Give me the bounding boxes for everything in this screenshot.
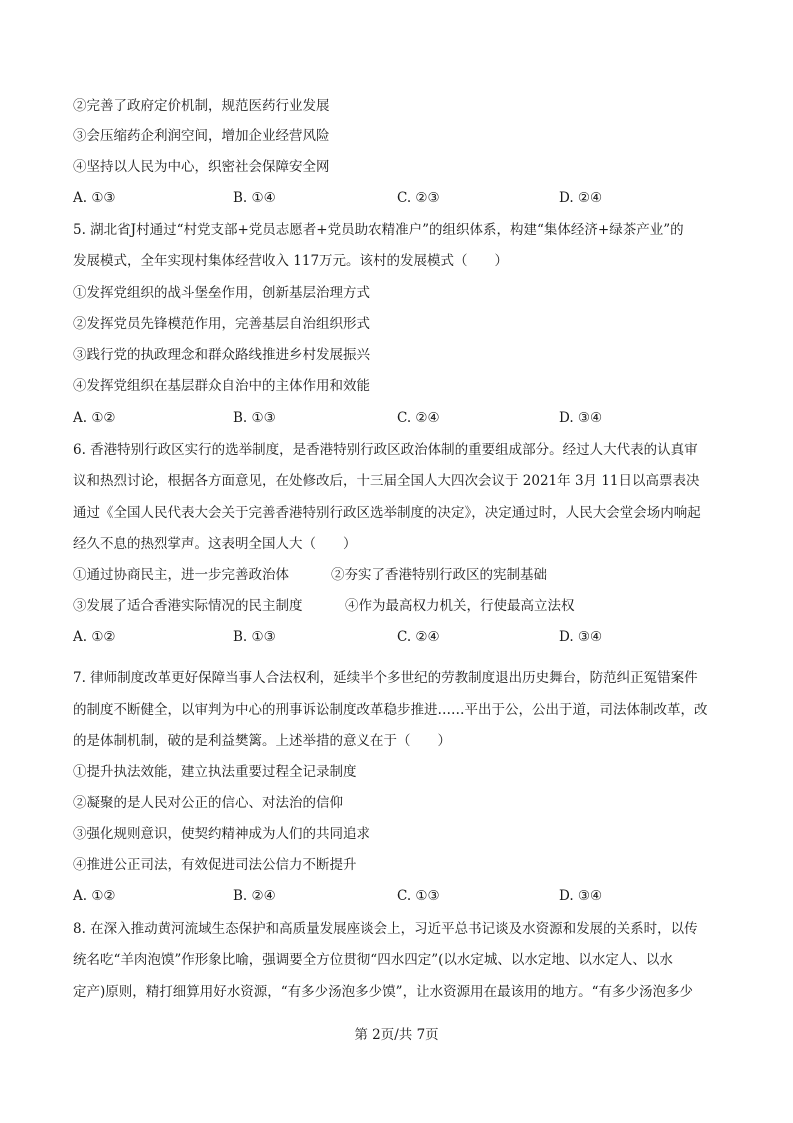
q6-stem-line-3: 通过《全国人民代表大会关于完善香港特别行政区选举制度的决定》，决定通过时，人民大会堂会场内响起 [73,505,701,521]
q7-stem-line-2: 的制度不断健全，以审判为中心的刑事诉讼制度改革稳步推进……平出于公，公出于道，司法体制改革，改 [73,702,708,718]
q6-stem-line-1: 6. 香港特别行政区实行的选举制度，是香港特别行政区政治体制的重要组成部分。经过人大代表的认真审 [73,442,698,458]
q6-statements-row-1 [73,565,547,585]
option-c[interactable]: C. ②④ [397,410,440,426]
q6-statement-4: ④作为最高权力机关，行使最高立法权 [345,598,575,614]
option-a[interactable]: A. ①② [73,888,116,904]
q5-stem-line-2: 发展模式，全年实现村集体经营收入 117万元。该村的发展模式（ ） [73,253,509,269]
q7-stem-line-1: 7. 律师制度改革更好保障当事人合法权利，延续半个多世纪的劳教制度退出历史舞台，防范纠正冤错案件 [73,670,698,686]
q6-statements-row-2 [73,596,575,616]
q5-statement-3: ③践行党的执政理念和群众路线推进乡村发展振兴 [73,347,370,363]
q5-statement-2: ②发挥党员先锋模范作用，完善基层自治组织形式 [73,316,370,332]
option-d[interactable]: D. ③④ [559,629,603,645]
option-c[interactable]: C. ②④ [397,629,440,645]
option-c[interactable]: C. ②③ [397,190,440,206]
q7-statement-2: ②凝聚的是人民对公正的信心、对法治的信仰 [73,795,343,811]
q7-statement-1: ①提升执法效能，建立执法重要过程全记录制度 [73,764,357,780]
page-number: 第 2页/共 7页 [354,1027,439,1043]
q5-options [73,408,723,428]
q7-stem-line-3: 的是体制机制，破的是利益樊篱。上述举措的意义在于（ ） [73,733,451,749]
option-b[interactable]: B. ①③ [233,629,276,645]
q8-stem-line-3: 定产)原则，精打细算用好水资源，“有多少汤泡多少馍”，让水资源用在最该用的地方。“有多少汤泡多少 [73,984,693,1000]
q6-statement-3: ③发展了适合香港实际情况的民主制度 [73,598,303,614]
option-d[interactable]: D. ③④ [559,888,603,904]
q6-stem-line-2: 议和热烈讨论，根据各方面意见，在处修改后，十三届全国人大四次会议于 2021年 3月 11日以高票表决 [73,473,700,489]
option-b[interactable]: B. ①④ [233,190,276,206]
q7-statement-4: ④推进公正司法，有效促进司法公信力不断提升 [73,857,357,873]
q6-options [73,627,723,647]
option-d[interactable]: D. ③④ [559,410,603,426]
statement-3: ③会压缩药企利润空间，增加企业经营风险 [73,128,330,144]
statement-4: ④坚持以人民为中心，织密社会保障安全网 [73,159,330,175]
q7-options [73,886,723,906]
option-b[interactable]: B. ②④ [233,888,276,904]
q5-stem-line-1: 5. 湖北省J村通过“村党支部+党员志愿者+党员助农精准户”的组织体系，构建“集体经济+绿茶产业”的 [73,222,684,238]
q8-stem-line-1: 8. 在深入推动黄河流域生态保护和高质量发展座谈会上，习近平总书记谈及水资源和发展的关系时，以传 [73,921,698,937]
q6-statement-1: ①通过协商民主，进一步完善政治体 [73,567,289,583]
option-a[interactable]: A. ①③ [73,190,116,206]
q6-statement-2: ②夯实了香港特别行政区的宪制基础 [331,567,547,583]
option-d[interactable]: D. ②④ [559,190,603,206]
q5-statement-4: ④发挥党组织在基层群众自治中的主体作用和效能 [73,378,370,394]
q4-options [73,188,723,208]
option-a[interactable]: A. ①② [73,410,116,426]
statement-2: ②完善了政府定价机制，规范医药行业发展 [73,98,330,114]
option-c[interactable]: C. ①③ [397,888,440,904]
option-a[interactable]: A. ①② [73,629,116,645]
q7-statement-3: ③强化规则意识，使契约精神成为人们的共同追求 [73,826,370,842]
q6-stem-line-4: 经久不息的热烈掌声。这表明全国人大（ ） [73,536,357,552]
q5-statement-1: ①发挥党组织的战斗堡垒作用，创新基层治理方式 [73,285,370,301]
option-b[interactable]: B. ①③ [233,410,276,426]
q8-stem-line-2: 统名吃“羊肉泡馍”作形象比喻，强调要全方位贯彻“四水四定”(以水定城、以水定地、以水定人、以水 [73,952,673,968]
